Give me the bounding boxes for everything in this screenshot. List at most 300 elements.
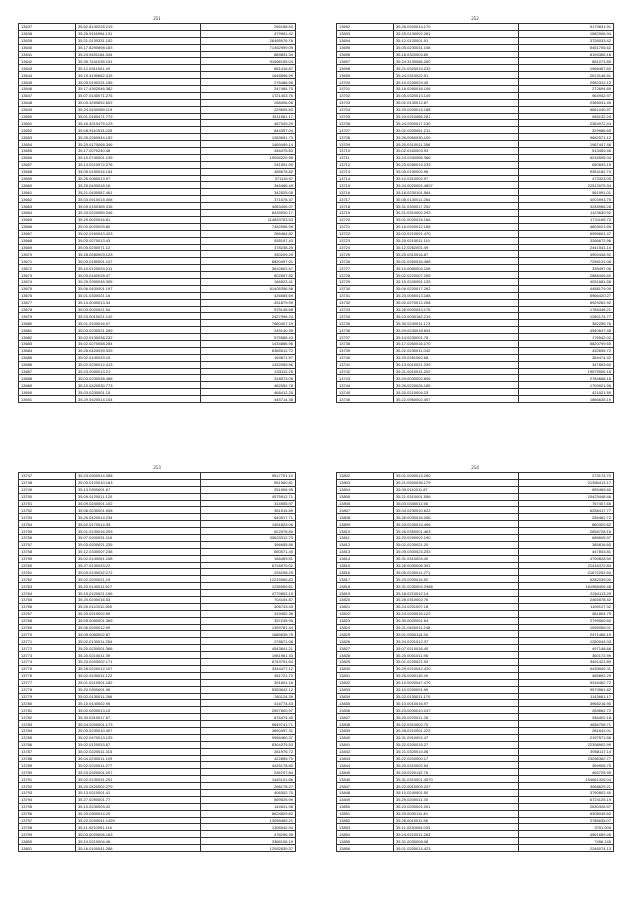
- code-cell: 35.10.0240001.50: [394, 789, 519, 796]
- amount-cell: 946132.24: [519, 113, 614, 120]
- row-number-cell: 13708: [337, 134, 394, 141]
- code-cell: 35.03.0020021.94: [76, 306, 201, 313]
- code-cell: 35.17.4302046.382: [76, 86, 201, 93]
- row-number-cell: 13821: [337, 603, 394, 610]
- table-row: [337, 203, 614, 210]
- code-cell: 35.20.0140011.617: [76, 583, 201, 590]
- row-number-cell: 13794: [19, 796, 76, 803]
- row-number-cell: 13768: [19, 617, 76, 624]
- table-row: [19, 783, 296, 790]
- amount-cell: 8624829.62: [201, 810, 296, 817]
- code-cell: 35.20.0210011.110: [394, 237, 519, 244]
- row-number-cell: 13714: [337, 175, 394, 182]
- row-number-cell: 13663: [19, 203, 76, 210]
- code-cell: 35.25.0260944.152: [76, 134, 201, 141]
- amount-cell: 2613146.51: [519, 72, 614, 79]
- table-row: [337, 72, 614, 79]
- table-row: [19, 528, 296, 535]
- code-cell: 35.31.0300017.252: [394, 203, 519, 210]
- amount-cell: 467049.29: [201, 120, 296, 127]
- row-number-cell: 13645: [19, 79, 76, 86]
- code-cell: 35.10.0200001.99: [394, 686, 519, 693]
- row-number-cell: 13654: [19, 141, 76, 148]
- row-number-cell: 13759: [19, 555, 76, 562]
- row-number-cell: 13696: [337, 51, 394, 58]
- code-cell: 35.03.0230021.269: [76, 327, 201, 334]
- table-row: [19, 838, 296, 845]
- row-number-cell: 13733: [337, 306, 394, 313]
- code-cell: 35.21.0320014.232: [394, 65, 519, 72]
- row-number-cell: 13786: [19, 741, 76, 748]
- code-cell: 35.23.0300014.358: [76, 473, 201, 480]
- table-row: [337, 92, 614, 99]
- table-row: [19, 361, 296, 368]
- table-row: [337, 714, 614, 721]
- table-row: [337, 44, 614, 51]
- code-cell: 35.26.0420014.234: [76, 514, 201, 521]
- amount-cell: 447843.81: [519, 548, 614, 555]
- table-row: [337, 258, 614, 265]
- code-cell: 35.29.0020016.81: [76, 216, 201, 223]
- code-cell: 35.29.0390045.305: [76, 278, 201, 285]
- row-number-cell: 13692: [337, 24, 394, 31]
- data-table: [336, 472, 614, 852]
- row-number-cell: 13739: [337, 347, 394, 354]
- code-cell: 35.28.0280003.123: [76, 251, 201, 258]
- code-cell: 35.20.0210002.54: [394, 762, 519, 769]
- row-number-cell: 13849: [337, 796, 394, 803]
- row-number-cell: 13789: [19, 762, 76, 769]
- row-number-cell: 13762: [19, 576, 76, 583]
- row-number-cell: 13806: [337, 500, 394, 507]
- table-row: [337, 320, 614, 327]
- table-row: [19, 493, 296, 500]
- amount-cell: 513459.46: [519, 148, 614, 155]
- amount-cell: 468412.25: [201, 389, 296, 396]
- code-cell: 35.02.0200021.19: [76, 576, 201, 583]
- code-cell: 35.26.9116994.131: [76, 30, 201, 37]
- row-number-cell: 13639: [19, 37, 76, 44]
- table-row: [19, 507, 296, 514]
- amount-cell: 406302.70: [201, 789, 296, 796]
- table-row: [337, 299, 614, 306]
- amount-cell: 4803021.65: [519, 223, 614, 230]
- row-number-cell: 13822: [337, 610, 394, 617]
- code-cell: 35.20.0200014.188: [394, 106, 519, 113]
- table-row: [337, 638, 614, 645]
- row-number-cell: 13744: [337, 382, 394, 389]
- code-cell: 35.03.4250692.602: [76, 99, 201, 106]
- amount-cell: 465892.29: [519, 672, 614, 679]
- row-number-cell: 13751: [19, 500, 76, 507]
- row-number-cell: 13691: [19, 396, 76, 403]
- amount-cell: 1995959.01: [519, 624, 614, 631]
- code-cell: 35.03.0230001.15: [76, 389, 201, 396]
- table-row: [19, 645, 296, 652]
- amount-cell: 465725.99: [519, 769, 614, 776]
- code-cell: 35.31.0910001.47: [394, 734, 519, 741]
- row-number-cell: 13660: [19, 182, 76, 189]
- amount-cell: 416774.43: [201, 700, 296, 707]
- code-cell: 35.17.0260016.170: [394, 340, 519, 347]
- amount-cell: 114833753.53: [201, 216, 296, 223]
- amount-cell: 258406.06: [201, 99, 296, 106]
- code-cell: 35.21.0430087.461: [76, 189, 201, 196]
- row-number-cell: 13642: [19, 58, 76, 65]
- row-number-cell: 13727: [337, 265, 394, 272]
- code-cell: 35.20.0300001.96: [76, 686, 201, 693]
- row-number-cell: 13684: [19, 347, 76, 354]
- code-cell: 35.20.0210011.39: [76, 652, 201, 659]
- table-row: [19, 700, 296, 707]
- code-cell: 35.06.0200012.99: [76, 624, 201, 631]
- row-number-cell: 13715: [337, 182, 394, 189]
- amount-cell: 251506.95: [201, 486, 296, 493]
- row-number-cell: 13721: [337, 223, 394, 230]
- amount-cell: 1445101.66: [201, 776, 296, 783]
- code-cell: 35.10.0020047.470: [394, 679, 519, 686]
- code-cell: 35.62.8130228.219: [76, 24, 201, 31]
- row-number-cell: 13676: [19, 292, 76, 299]
- row-number-cell: 13661: [19, 189, 76, 196]
- amount-cell: 12952639.37: [201, 845, 296, 852]
- table-row: [19, 521, 296, 528]
- amount-cell: 6726970.02: [201, 562, 296, 569]
- row-number-cell: 13812: [337, 541, 394, 548]
- amount-cell: 2364972.44: [519, 120, 614, 127]
- row-number-cell: 13677: [19, 299, 76, 306]
- code-cell: 35.16.0200012.185: [394, 223, 519, 230]
- code-cell: 35.14.0230001.78: [394, 334, 519, 341]
- row-number-cell: 13834: [337, 693, 394, 700]
- code-cell: 35.20.0200016.92: [394, 576, 519, 583]
- amount-cell: 479961.42: [201, 30, 296, 37]
- amount-cell: 478296.35: [201, 831, 296, 838]
- amount-cell: 406743.45: [201, 603, 296, 610]
- amount-cell: 8194365.16: [519, 51, 614, 58]
- code-cell: 35.20.0001011.96: [394, 652, 519, 659]
- row-number-cell: 13761: [19, 569, 76, 576]
- amount-cell: 19054225.96: [201, 154, 296, 161]
- table-row: [19, 562, 296, 569]
- table-row: [337, 803, 614, 810]
- row-number-cell: 13784: [19, 727, 76, 734]
- table-row: [19, 79, 296, 86]
- amount-cell: 286464.82: [201, 230, 296, 237]
- row-number-cell: 13760: [19, 562, 76, 569]
- amount-cell: 247484.70: [201, 86, 296, 93]
- code-cell: 35.22.0200000.17: [394, 755, 519, 762]
- code-cell: 35.03.0020006.163: [76, 831, 201, 838]
- code-cell: 35.07.0200031.116: [76, 535, 201, 542]
- amount-cell: 2982312.13: [519, 79, 614, 86]
- table-row: [19, 631, 296, 638]
- row-number-cell: 13792: [19, 783, 76, 790]
- row-number-cell: 13795: [19, 803, 76, 810]
- table-row: [337, 306, 614, 313]
- table-row: [337, 535, 614, 542]
- table-row: [337, 845, 614, 852]
- code-cell: 35.09.0110011.87: [394, 486, 519, 493]
- row-number-cell: 13830: [337, 665, 394, 672]
- code-cell: 35.10.0120029.211: [76, 265, 201, 272]
- code-cell: 35.22.0960002.467: [394, 396, 519, 403]
- code-cell: 35.16.0260016.106: [394, 86, 519, 93]
- row-number-cell: 13729: [337, 278, 394, 285]
- amount-cell: 21356413.17: [519, 479, 614, 486]
- amount-cell: 622976.80: [201, 528, 296, 535]
- amount-cell: 276486.56: [201, 79, 296, 86]
- code-cell: 35.10.0210004.46: [76, 838, 201, 845]
- row-number-cell: 13683: [19, 340, 76, 347]
- table-row: [19, 141, 296, 148]
- code-cell: 35.12.0330007.248: [76, 548, 201, 555]
- amount-cell: 650693.19: [519, 161, 614, 168]
- code-cell: 35.05.0060001.369: [76, 617, 201, 624]
- row-number-cell: 13713: [337, 168, 394, 175]
- table-row: [19, 686, 296, 693]
- code-cell: 35.21.0310002.293: [394, 210, 519, 217]
- code-cell: 35.09.0150365.316: [76, 203, 201, 210]
- code-cell: 35.12.0311941.40: [76, 65, 201, 72]
- table-row: [19, 500, 296, 507]
- code-cell: 35.05.0190002.96: [394, 168, 519, 175]
- row-number-cell: 13823: [337, 617, 394, 624]
- row-number-cell: 13824: [337, 624, 394, 631]
- table-row: [337, 154, 614, 161]
- code-cell: 35.22.0200041.1429: [76, 817, 201, 824]
- amount-cell: 71462999.09: [201, 44, 296, 51]
- amount-cell: 5451706.62: [519, 44, 614, 51]
- code-cell: 35.10.0230029.45: [394, 79, 519, 86]
- table-row: [337, 727, 614, 734]
- row-number-cell: 13776: [19, 672, 76, 679]
- row-number-cell: 13679: [19, 313, 76, 320]
- table-row: [19, 748, 296, 755]
- code-cell: 35.21.0320014.06: [394, 748, 519, 755]
- row-number-cell: 13722: [337, 230, 394, 237]
- row-number-cell: 13682: [19, 334, 76, 341]
- table-row: [337, 389, 614, 396]
- amount-cell: 1648596.99: [201, 72, 296, 79]
- row-number-cell: 13644: [19, 72, 76, 79]
- amount-cell: 33623312.73: [201, 535, 296, 542]
- table-row: [337, 610, 614, 617]
- code-cell: 35.20.0210004.23: [394, 389, 519, 396]
- code-cell: 35.21.0400011.248: [394, 624, 519, 631]
- row-number-cell: 13649: [19, 106, 76, 113]
- row-number-cell: 13655: [19, 148, 76, 155]
- row-number-cell: 13693: [337, 30, 394, 37]
- amount-cell: 23256362.77: [519, 755, 614, 762]
- table-row: [337, 624, 614, 631]
- row-number-cell: 13803: [337, 479, 394, 486]
- code-cell: 35.02.0270012.208: [394, 299, 519, 306]
- code-cell: 35.02.0170014.35: [76, 521, 201, 528]
- amount-cell: 3790802.40: [519, 789, 614, 796]
- row-number-cell: 13686: [19, 361, 76, 368]
- data-table: [336, 23, 614, 403]
- row-number-cell: 13734: [337, 313, 394, 320]
- amount-cell: 6308045.60: [519, 810, 614, 817]
- table-row: [337, 340, 614, 347]
- table-row: [19, 789, 296, 796]
- amount-cell: 9649741.71: [201, 721, 296, 728]
- row-number-cell: 13671: [19, 258, 76, 265]
- row-number-cell: 13704: [337, 106, 394, 113]
- table-row: [337, 196, 614, 203]
- row-number-cell: 13814: [337, 555, 394, 562]
- row-number-cell: 13845: [337, 769, 394, 776]
- table-row: [337, 58, 614, 65]
- row-number-cell: 13820: [337, 597, 394, 604]
- amount-cell: 2799060.60: [519, 617, 614, 624]
- table-row: [337, 313, 614, 320]
- table-row: [19, 189, 296, 196]
- row-number-cell: 13836: [337, 707, 394, 714]
- amount-cell: 21672252.54: [519, 569, 614, 576]
- code-cell: 35.28.0210001.223: [394, 727, 519, 734]
- code-cell: 35.02.0220007.255: [394, 272, 519, 279]
- row-number-cell: 13658: [19, 168, 76, 175]
- code-cell: 35.06.0430001.197: [76, 285, 201, 292]
- row-number-cell: 13651: [19, 120, 76, 127]
- table-row: [337, 37, 614, 44]
- amount-cell: 2858728.16: [519, 528, 614, 535]
- table-row: [337, 182, 614, 189]
- amount-cell: 3612602.47: [201, 265, 296, 272]
- code-cell: 35.19.4190682.315: [76, 72, 201, 79]
- table-row: [337, 631, 614, 638]
- code-cell: 35.20.0310011.356: [394, 141, 519, 148]
- amount-cell: 4575912.71: [201, 493, 296, 500]
- amount-cell: 382255.76: [519, 320, 614, 327]
- code-cell: 35.23.0320001.207: [76, 769, 201, 776]
- table-row: [19, 535, 296, 542]
- amount-cell: 391601.16: [201, 679, 296, 686]
- code-cell: 35.02.0130011.266: [76, 693, 201, 700]
- table-row: [19, 368, 296, 375]
- amount-cell: 3958117.14: [519, 748, 614, 755]
- amount-cell: 767407.65: [519, 500, 614, 507]
- code-cell: 35.30.0020001.64: [394, 617, 519, 624]
- row-number-cell: 13700: [337, 79, 394, 86]
- code-cell: 35.02.0120033.67: [76, 741, 201, 748]
- data-table: [18, 472, 296, 852]
- amount-cell: 569525.99: [201, 796, 296, 803]
- table-row: [19, 776, 296, 783]
- table-row: [19, 92, 296, 99]
- table-row: [337, 796, 614, 803]
- table-row: [19, 299, 296, 306]
- amount-cell: 445714.38: [201, 396, 296, 403]
- code-cell: 35.13.0210001.41: [76, 789, 201, 796]
- amount-cell: 369905.75: [519, 762, 614, 769]
- code-cell: 35.26.0030006.391: [394, 562, 519, 569]
- row-number-cell: 13689: [19, 382, 76, 389]
- table-row: [337, 265, 614, 272]
- row-number-cell: 13681: [19, 327, 76, 334]
- amount-cell: 5820799.65: [519, 340, 614, 347]
- table-row: [19, 99, 296, 106]
- row-number-cell: 13817: [337, 576, 394, 583]
- row-number-cell: 13844: [337, 762, 394, 769]
- row-number-cell: 13664: [19, 210, 76, 217]
- code-cell: 35.26.0010011.56: [394, 817, 519, 824]
- table-row: [19, 86, 296, 93]
- amount-cell: 5216595.04: [519, 154, 614, 161]
- table-row: [337, 230, 614, 237]
- table-row: [337, 783, 614, 790]
- code-cell: 35.24.0020001.4897: [394, 182, 519, 189]
- code-cell: 35.03.0510015.408: [76, 196, 201, 203]
- row-number-cell: 13646: [19, 86, 76, 93]
- row-number-cell: 13758: [19, 548, 76, 555]
- row-number-cell: 13793: [19, 789, 76, 796]
- row-number-cell: 13749: [19, 486, 76, 493]
- table-row: [19, 845, 296, 852]
- row-number-cell: 13724: [337, 244, 394, 251]
- code-cell: 35.01.0330021.16: [76, 292, 201, 299]
- table-row: [337, 817, 614, 824]
- code-cell: 35.02.0160043.423: [76, 230, 201, 237]
- amount-cell: 9517701.10: [201, 473, 296, 480]
- row-number-cell: 13709: [337, 141, 394, 148]
- row-number-cell: 13637: [19, 24, 76, 31]
- table-row: [337, 548, 614, 555]
- code-cell: 35.20.0261062.68: [394, 354, 519, 361]
- table-row: [19, 210, 296, 217]
- amount-cell: 433112.25: [201, 368, 296, 375]
- row-number-cell: 13752: [19, 507, 76, 514]
- row-number-cell: 13811: [337, 535, 394, 542]
- row-number-cell: 13702: [337, 92, 394, 99]
- amount-cell: 5179831.91: [519, 24, 614, 31]
- table-row: [19, 382, 296, 389]
- code-cell: 35.28.0310002.76: [394, 597, 519, 604]
- code-cell: 35.10.0140002.96: [76, 700, 201, 707]
- amount-cell: 1968487.60: [519, 65, 614, 72]
- amount-cell: 5111581.17: [201, 113, 296, 120]
- amount-cell: 1123630.92: [519, 210, 614, 217]
- table-row: [337, 354, 614, 361]
- amount-cell: 473323.05: [519, 175, 614, 182]
- row-number-cell: 13838: [337, 721, 394, 728]
- row-number-cell: 13731: [337, 292, 394, 299]
- amount-cell: 4031681.56: [519, 278, 614, 285]
- amount-cell: 431879.99: [201, 299, 296, 306]
- amount-cell: 686605.97: [519, 535, 614, 542]
- amount-cell: 1236559.61: [201, 583, 296, 590]
- row-number-cell: 13777: [19, 679, 76, 686]
- row-number-cell: 13774: [19, 659, 76, 666]
- table-row: [337, 831, 614, 838]
- amount-cell: 7456.145: [519, 838, 614, 845]
- row-number-cell: 13688: [19, 375, 76, 382]
- table-row: [19, 127, 296, 134]
- code-cell: 35.16.4210475.123: [76, 120, 201, 127]
- amount-cell: 4561659.26: [519, 831, 614, 838]
- code-cell: 35.21.0310001.556: [394, 493, 519, 500]
- amount-cell: 346402.18: [519, 714, 614, 721]
- page-number: 254: [471, 466, 479, 471]
- row-number-cell: 13778: [19, 686, 76, 693]
- row-number-cell: 13782: [19, 714, 76, 721]
- code-cell: 35.26.0420039.339: [76, 347, 201, 354]
- code-cell: 35.20.0240018.694: [394, 327, 519, 334]
- amount-cell: 9354182.74: [519, 168, 614, 175]
- code-cell: 35.01.0220021.93: [394, 659, 519, 666]
